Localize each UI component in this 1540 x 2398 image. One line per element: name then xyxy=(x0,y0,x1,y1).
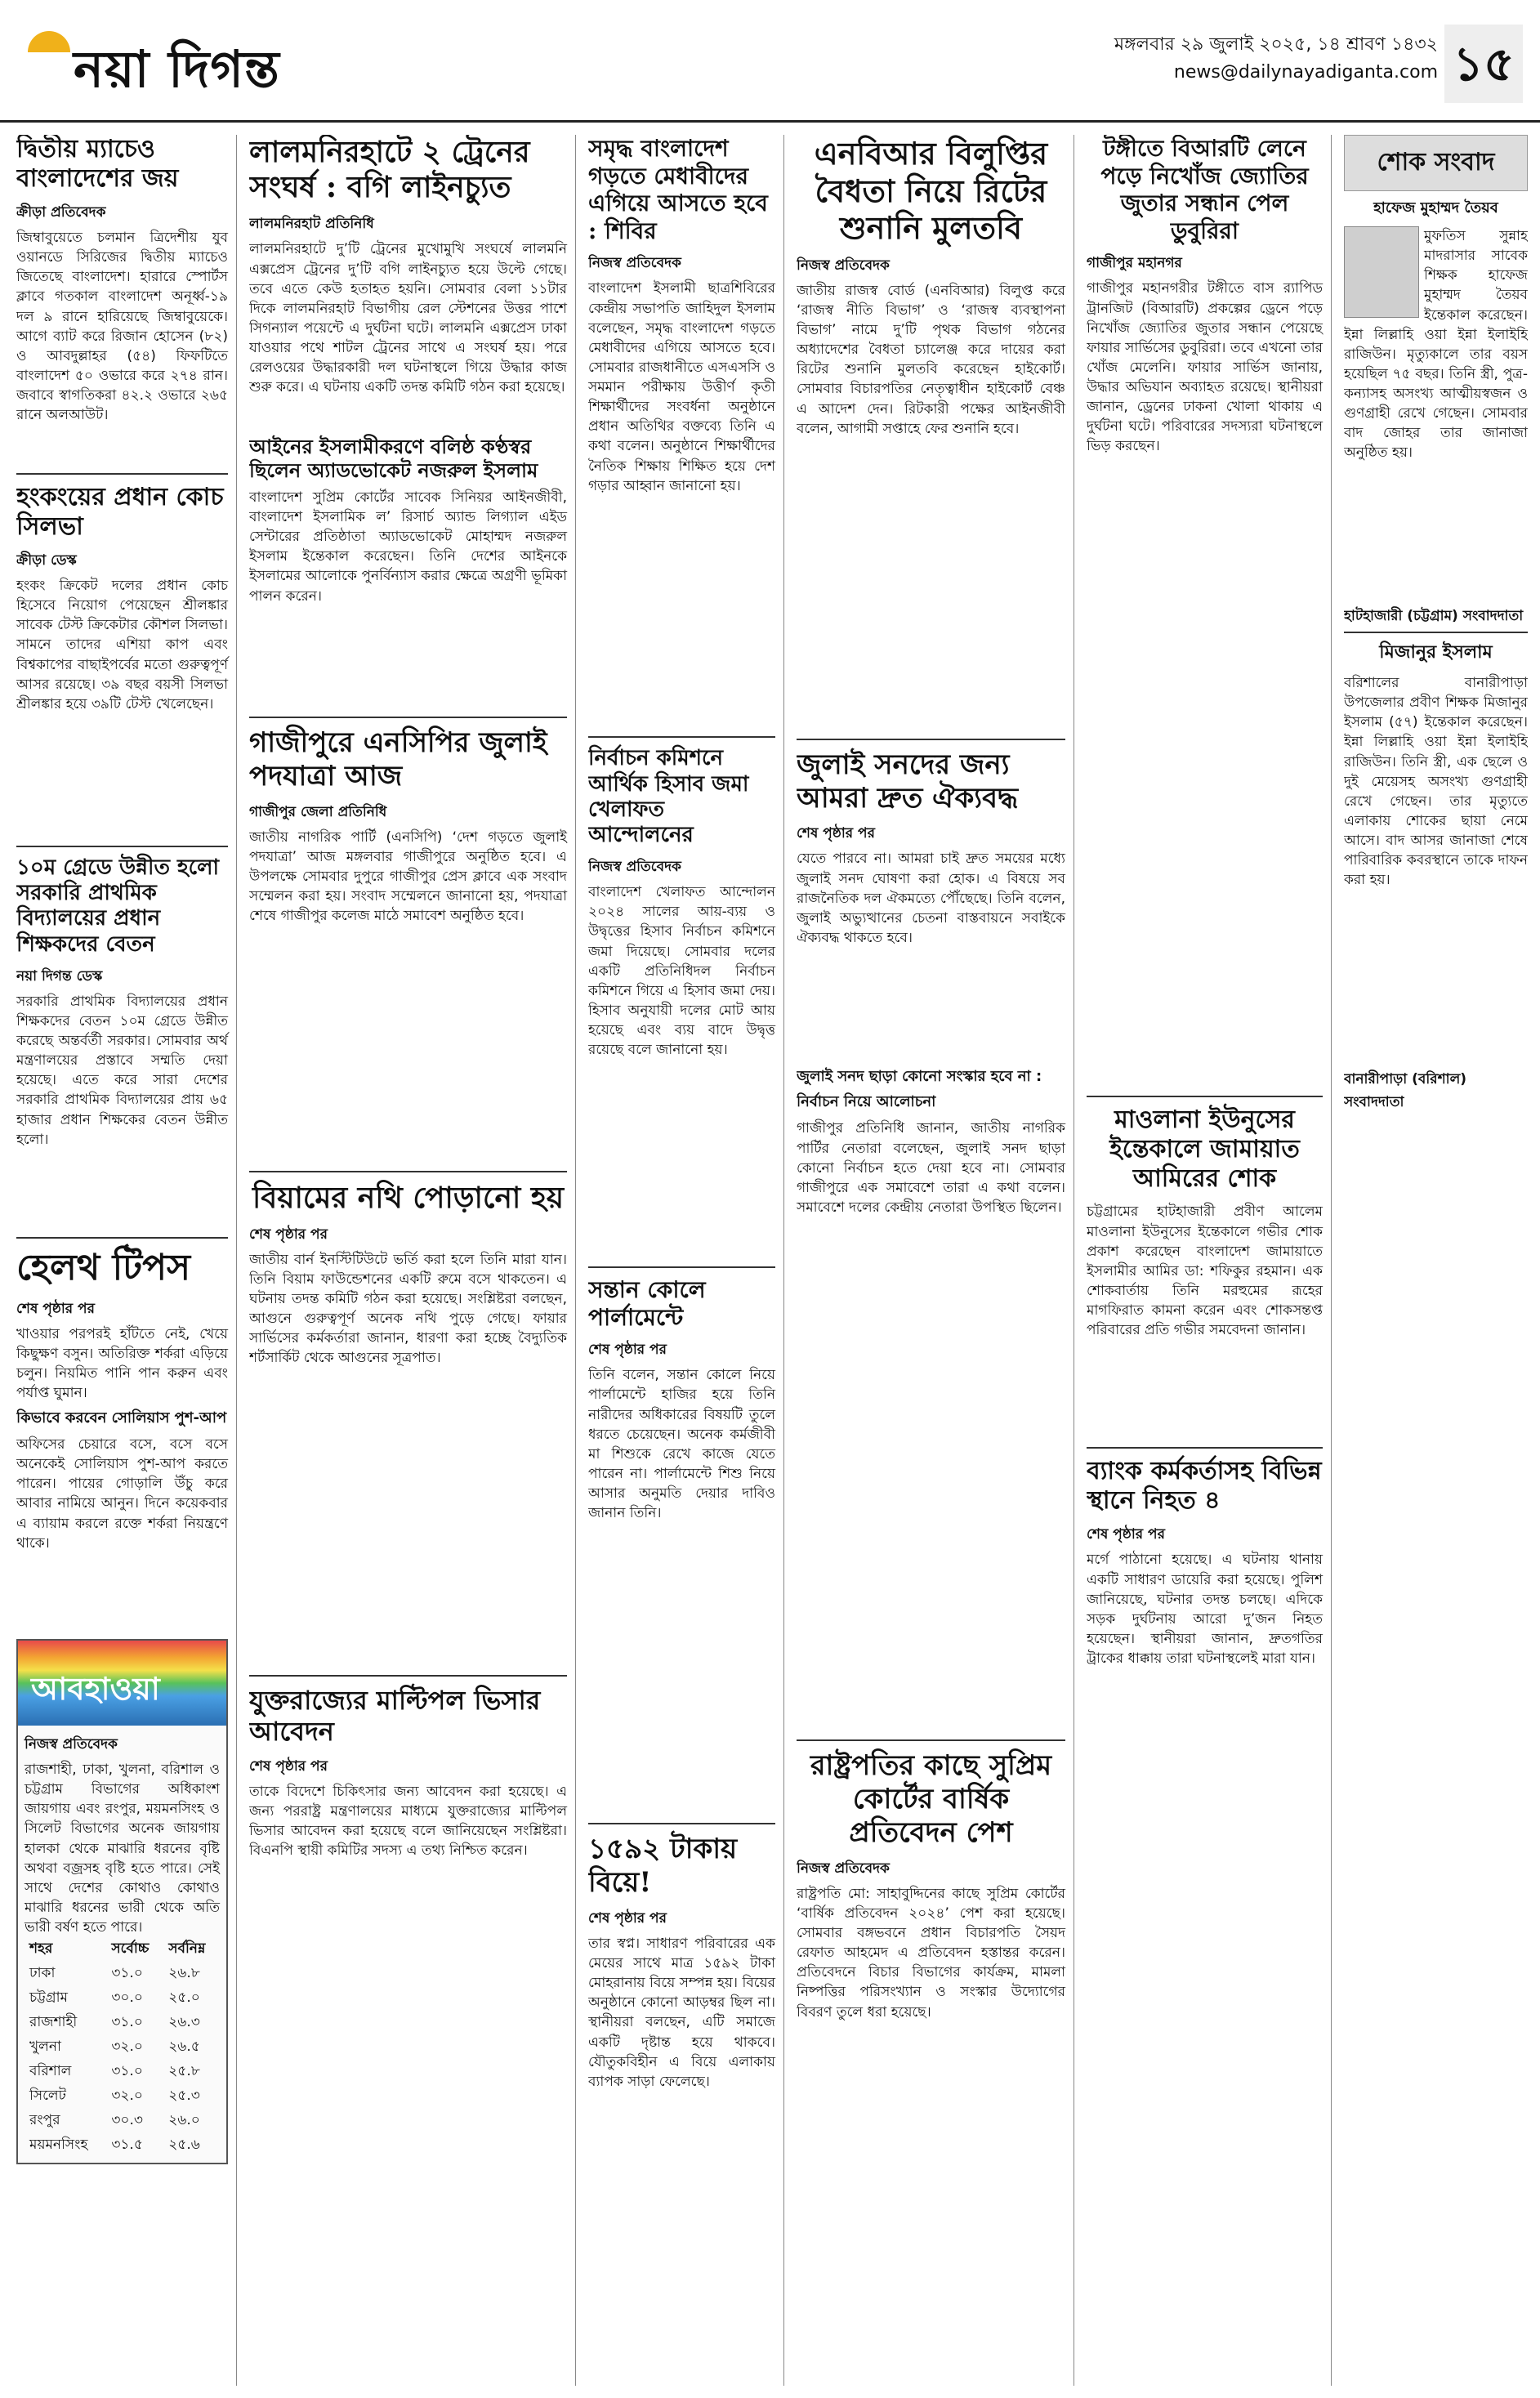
article-body: গাজীপুর মহানগরীর টঙ্গীতে বাস র‌্যাপিড ট্রানজিট (বিআরটি) প্রকল্পের ড্রেনে পড়ে নিখোঁজ জ্যোতির জুতার সন্ধান পেয়েছে ফায়ার সার্ভিসের ডুবুরিরা। তবে এখনো তার খোঁজ মেলেনি। ফায়ার সার্ভিস জানায়, উদ্ধার অভিযান অব্যাহত রয়েছে। স্থানীয়রা জানান, ড্রেনের ঢাকনা খোলা থাকায় এ দুর্ঘটনা ঘটে। পরিবারের সদস্যরা ঘটনাস্থলে ভিড় করছেন। xyxy=(1087,280,1323,455)
reporter-label: গাজীপুর জেলা প্রতিনিধি xyxy=(249,803,387,820)
reporter-label: নিজস্ব প্রতিবেদক xyxy=(797,1860,890,1877)
article-body: তাকে বিদেশে চিকিৎসার জন্য আবেদন করা হয়েছে। এ জন্য পররাষ্ট্র মন্ত্রণালয়ের মাধ্যমে যুক্তরাজ্যের মাল্টিপল ভিসার আবেদন করা হয়েছে বলে জানিয়েছেন সংশ্লিষ্টরা। বিএনপি স্থায়ী কমিটির সদস্য এ তথ্য নিশ্চিত করেন। xyxy=(249,1783,567,1859)
reporter-label: ক্রীড়া প্রতিবেদক xyxy=(16,204,106,221)
table-header: সর্বোচ্চ xyxy=(111,1940,150,1958)
reporter-label: নিজস্ব প্রতিবেদক xyxy=(588,255,681,272)
table-row: সিলেট ৩২.০ ২৫.৩ xyxy=(29,2088,200,2105)
reporter-label: গাজীপুর মহানগর xyxy=(1087,255,1182,272)
article-title: লালমনিরহাটে ২ ট্রেনের সংঘর্ষ : বগি লাইনচ্যুত xyxy=(249,135,530,205)
reporter-label: শেষ পৃষ্ঠার পর xyxy=(588,1342,667,1359)
weather-title: আবহাওয়া xyxy=(18,1641,226,1726)
reporter-label: নিজস্ব প্রতিবেদক xyxy=(588,859,681,876)
article-body: বাংলাদেশ ইসলামী ছাত্রশিবিরের কেন্দ্রীয় সভাপতি জাহিদুল ইসলাম বলেছেন, সমৃদ্ধ বাংলাদেশ গড়তে মেধাবীদের এগিয়ে আসতে হবে। সোমবার রাজধানীতে এসএসসি ও সমমান পরীক্ষায় উত্তীর্ণ কৃতী শিক্ষার্থীদের সংবর্ধনা অনুষ্ঠানে প্রধান অতিথির বক্তব্যে তিনি এ কথা বলেন। অনুষ্ঠানে শিক্ষার্থীদের নৈতিক শিক্ষায় শিক্ষিত হয়ে দেশ গড়ার আহ্বান জানানো হয়। xyxy=(588,280,775,494)
article-subhead: আইনের ইসলামীকরণে বলিষ্ঠ কণ্ঠস্বর ছিলেন অ্যাডভোকেট নজরুল ইসলাম xyxy=(249,435,538,483)
site-email: news@dailynayadiganta.com xyxy=(1173,62,1438,83)
reporter-label: শেষ পৃষ্ঠার পর xyxy=(249,1757,328,1775)
reporter-label: শেষ পৃষ্ঠার পর xyxy=(588,1909,667,1927)
obituary-photo xyxy=(1344,226,1419,318)
article-body: জাতীয় রাজস্ব বোর্ড (এনবিআর) বিলুপ্ত করে ‘রাজস্ব নীতি বিভাগ’ ও ‘রাজস্ব ব্যবস্থাপনা বিভাগ’ নামে দু’টি পৃথক বিভাগ গঠনের অধ্যাদেশের বৈধতা চ্যালেঞ্জ করে দায়ের করা রিটের শুনানি মুলতবি করেছেন হাইকোর্ট। সোমবার বিচারপতির নেতৃত্বাধীন হাইকোর্ট বেঞ্চ এ আদেশ দেন। রিটকারী পক্ষের আইনজীবী বলেন, আগামী সপ্তাহে ফের শুনানি হবে। xyxy=(797,282,1065,437)
article-title: হেলথ টিপস xyxy=(16,1246,191,1288)
reporter-label: ক্রীড়া ডেস্ক xyxy=(16,552,77,569)
article-body: রাষ্ট্রপতি মো: সাহাবুদ্দিনের কাছে সুপ্রিম কোর্টের ‘বার্ষিক প্রতিবেদন ২০২৪’ পেশ করা হয়েছে। সোমবার বঙ্গভবনে প্রধান বিচারপতি সৈয়দ রেফাত আহমেদ এ প্রতিবেদন হস্তান্তর করেন। প্রতিবেদনে বিচার বিভাগের কার্যক্রম, মামলা নিষ্পত্তির পরিসংখ্যান ও সংস্কার উদ্যোগের বিবরণ তুলে ধরা হয়েছে। xyxy=(797,1885,1065,2021)
article-body: লালমনিরহাটে দু’টি ট্রেনের মুখোমুখি সংঘর্ষে লালমনি এক্সপ্রেস ট্রেনের দু’টি বগি লাইনচ্যুত হয়ে উল্টে গেছে। তবে এতে কেউ হতাহত হয়নি। সোমবার বেলা ১১টার দিকে লালমনিরহাট বিভাগীয় রেল স্টেশনের উত্তর পাশে সিগন্যাল পয়েন্টে এ দুর্ঘটনা ঘটে। লালমনি এক্সপ্রেস ঢাকা যাওয়ার পথে শাটল ট্রেনের সাথে এ সংঘর্ষ হয়। পরে রেলওয়ের উদ্ধারকারী দল ঘটনাস্থলে গিয়ে উদ্ধার কাজ শুরু করে। এ ঘটনায় একটি তদন্ত কমিটি গঠন করা হয়েছে। xyxy=(249,241,567,396)
article-title: বিয়ামের নথি পোড়ানো হয় xyxy=(252,1180,565,1215)
article-body: গাজীপুর প্রতিনিধি জানান, জাতীয় নাগরিক পার্টির নেতারা বলেছেন, জুলাই সনদ ছাড়া কোনো নির্বাচন হতে দেয়া হবে না। সোমবার গাজীপুরে এক সমাবেশে তারা এ কথা বলেন। সমাবেশে দলের কেন্দ্রীয় নেতারা উপস্থিত ছিলেন। xyxy=(797,1120,1065,1216)
article-body: চট্টগ্রামের হাটহাজারী প্রবীণ আলেম মাওলানা ইউনুসের ইন্তেকালে গভীর শোক প্রকাশ করেছেন বাংলাদেশ জামায়াতে ইসলামীর আমির ডা: শফিকুর রহমান। এক শোকবার্তায় তিনি মরহুমের রূহের মাগফিরাত কামনা করেন এবং শোকসন্তপ্ত পরিবারের প্রতি গভীর সমবেদনা জানান। xyxy=(1087,1203,1323,1339)
sun-logo-icon xyxy=(28,31,70,52)
article-title: হংকংয়ের প্রধান কোচ সিলভা xyxy=(16,483,224,541)
column-3 xyxy=(588,135,784,2386)
weather-body: রাজশাহী, ঢাকা, খুলনা, বরিশাল ও চট্টগ্রাম বিভাগের অধিকাংশ জায়গায় এবং রংপুর, ময়মনসিংহ ও সিলেট বিভাগের অনেক জায়গায় হালকা থেকে মাঝারি ধরনের বৃষ্টি অথবা বজ্রসহ বৃষ্টি হতে পারে। সেই সাথে দেশের কোথাও কোথাও মাঝারি ধরনের ভারী থেকে অতি ভারী বর্ষণ হতে পারে। xyxy=(25,1762,220,1936)
column-4 xyxy=(797,135,1074,2386)
obituary-body: বরিশালের বানারীপাড়া উপজেলার প্রবীণ শিক্ষক মিজানুর ইসলাম (৫৭) ইন্তেকাল করেছেন। ইন্না লিল্লাহি ওয়া ইন্না ইলাইহি রাজিউন। তিনি স্ত্রী, এক ছেলে ও দুই মেয়েসহ অসংখ্য গুণগ্রাহী রেখে গেছেন। তার মৃত্যুতে এলাকায় শোকের ছায়া নেমে আসে। বাদ আসর জানাজা শেষে পারিবারিক কবরস্থানে তাকে দাফন করা হয়। xyxy=(1344,675,1528,889)
article-title: দ্বিতীয় ম্যাচেও বাংলাদেশের জয় xyxy=(16,135,179,193)
article-title: সন্তান কোলে পার্লামেন্টে xyxy=(588,1276,706,1331)
column-1 xyxy=(16,135,237,2386)
article-body: তিনি বলেন, সন্তান কোলে নিয়ে পার্লামেন্টে হাজির হয়ে তিনি নারীদের অধিকারের বিষয়টি তুলে ধরতে চেয়েছেন। অনেক কর্মজীবী মা শিশুকে রেখে কাজে যেতে পারেন না। পার্লামেন্টে শিশু নিয়ে আসার অনুমতি দেয়ার দাবিও জানান তিনি। xyxy=(588,1367,775,1522)
article-subhead: জুলাই সনদ ছাড়া কোনো সংস্কার হবে না : নির্বাচন নিয়ে আলোচনা xyxy=(797,1068,1042,1111)
article-body: বাংলাদেশ সুপ্রিম কোর্টের সাবেক সিনিয়র আইনজীবী, বাংলাদেশ ইসলামিক ল’ রিসার্চ অ্যান্ড লিগ্যাল এইড সেন্টারের প্রতিষ্ঠাতা অ্যাডভোকেট মোহাম্মদ নজরুল ইসলাম ইন্তেকাল করেছেন। তিনি দেশের আইনকে ইসলামের আলোকে পুনর্বিন্যাস করার ক্ষেত্রে অগ্রণী ভূমিকা পালন করেন। xyxy=(249,489,567,605)
column-2 xyxy=(249,135,576,2386)
article-title: সমৃদ্ধ বাংলাদেশ গড়তে মেধাবীদের এগিয়ে আসতে হবে : শিবির xyxy=(588,135,768,244)
article-subhead: কিভাবে করবেন সোলিয়াস পুশ-আপ xyxy=(16,1409,227,1427)
reporter-label: লালমনিরহাট প্রতিনিধি xyxy=(249,216,374,233)
obituary-name: মিজানুর ইসলাম xyxy=(1379,642,1493,663)
article-title: গাজীপুরে এনসিপির জুলাই পদযাত্রা আজ xyxy=(249,726,547,793)
article-title: ব্যাংক কর্মকর্তাসহ বিভিন্ন স্থানে নিহত ৪ xyxy=(1087,1457,1322,1516)
weather-table xyxy=(25,1937,220,2158)
article-title: যুক্তরাজ্যের মাল্টিপল ভিসার আবেদন xyxy=(249,1684,541,1748)
article-body: খাওয়ার পরপরই হাঁটতে নেই, খেয়ে কিছুক্ষণ বসুন। অতিরিক্ত শর্করা এড়িয়ে চলুন। নিয়মিত পানি পান করুন এবং পর্যাপ্ত ঘুমান। xyxy=(16,1325,228,1401)
article-title: নির্বাচন কমিশনে আর্থিক হিসাব জমা খেলাফত আন্দোলনের xyxy=(588,746,749,847)
masthead xyxy=(0,0,1540,123)
reporter-label: শেষ পৃষ্ঠার পর xyxy=(1087,1526,1165,1543)
reporter-label: শেষ পৃষ্ঠার পর xyxy=(797,825,875,842)
article-body: জাতীয় বার্ন ইনস্টিটিউটে ভর্তি করা হলে তিনি মারা যান। তিনি বিয়াম ফাউন্ডেশনের একটি রুমে বসে থাকতেন। এ ঘটনায় তদন্ত কমিটি গঠন করা হয়েছে। সংশ্লিষ্টরা বলছেন, আগুনে গুরুত্বপূর্ণ অনেক নথি পুড়ে গেছে। ফায়ার সার্ভিসের কর্মকর্তারা জানান, ধারণা করা হচ্ছে বৈদ্যুতিক শর্টসার্কিট থেকে আগুনের সূত্রপাত। xyxy=(249,1251,567,1367)
article-title: ১৫৯২ টাকায় বিয়ে! xyxy=(588,1833,738,1900)
table-row: খুলনা ৩২.০ ২৬.৫ xyxy=(29,2039,200,2056)
reporter-label: হাটহাজারী (চট্টগ্রাম) সংবাদদাতা xyxy=(1344,608,1524,624)
reporter-label: শেষ পৃষ্ঠার পর xyxy=(16,1300,95,1317)
article-title: এনবিআর বিলুপ্তির বৈধতা নিয়ে রিটের শুনানি মুলতবি xyxy=(814,135,1048,247)
article-title: মাওলানা ইউনুসের ইন্তেকালে জামায়াত আমিরের শোক xyxy=(1109,1105,1300,1194)
weather-box xyxy=(16,1639,228,2164)
column-5 xyxy=(1087,135,1332,2386)
article-title: ১০ম গ্রেডে উন্নীত হলো সরকারি প্রাথমিক বিদ্যালয়ের প্রধান শিক্ষকদের বেতন xyxy=(16,855,220,957)
article-body: বাংলাদেশ খেলাফত আন্দোলন ২০২৪ সালের আয়-ব্যয় ও উদ্বৃত্তের হিসাব নির্বাচন কমিশনে জমা দিয়েছে। সোমবার দলের একটি প্রতিনিধিদল নির্বাচন কমিশনে গিয়ে এ হিসাব জমা দেয়। হিসাব অনুযায়ী দলের মোট আয় হয়েছে এবং ব্যয় বাদে উদ্বৃত্ত রয়েছে বলে জানানো হয়। xyxy=(588,884,775,1059)
table-row: ঢাকা ৩১.০ ২৬.৮ xyxy=(29,1965,200,1982)
article-body: অফিসের চেয়ারে বসে, বসে বসে অনেকেই সোলিয়াস পুশ-আপ করতে পারেন। পায়ের গোড়ালি উঁচু করে আবার নামিয়ে আনুন। দিনে কয়েকবার এ ব্যায়াম করলে রক্তে শর্করা নিয়ন্ত্রণে থাকে। xyxy=(16,1436,228,1552)
article-body: হংকং ক্রিকেট দলের প্রধান কোচ হিসেবে নিয়োগ পেয়েছেন শ্রীলঙ্কার সাবেক টেস্ট ক্রিকেটার কৌশল সিলভা। সামনে তাদের এশিয়া কাপ এবং বিশ্বকাপের বাছাইপর্বের মতো গুরুত্বপূর্ণ আসর রয়েছে। ৩৯ বছর বয়সী সিলভা শ্রীলঙ্কার হয়ে ৩৯টি টেস্ট খেলেছেন। xyxy=(16,578,228,712)
article-body: তার স্বপ্ন। সাধারণ পরিবারের এক মেয়ের সাথে মাত্র ১৫৯২ টাকা মোহরানায় বিয়ে সম্পন্ন হয়। বিয়ের অনুষ্ঠানে কোনো আড়ম্বর ছিল না। স্থানীয়রা বলছেন, এটি সমাজে একটি দৃষ্টান্ত হয়ে থাকবে। যৌতুকবিহীন এ বিয়ে এলাকায় ব্যাপক সাড়া ফেলেছে। xyxy=(588,1935,775,2090)
table-row: ময়মনসিংহ ৩১.৫ ২৫.৬ xyxy=(29,2137,200,2154)
obituary-name: হাফেজ মুহাম্মদ তৈয়ব xyxy=(1373,199,1498,217)
reporter-label: নয়া দিগন্ত ডেস্ক xyxy=(16,967,103,985)
section-title: শোক সংবাদ xyxy=(1344,135,1528,191)
reporter-label: বানারীপাড়া (বরিশাল) সংবাদদাতা xyxy=(1344,1071,1467,1110)
issue-date: মঙ্গলবার ২৯ জুলাই ২০২৫, ১৪ শ্রাবণ ১৪৩২ xyxy=(1114,34,1438,55)
column-6-obituaries xyxy=(1344,135,1528,1197)
article-title: রাষ্ট্রপতির কাছে সুপ্রিম কোর্টের বার্ষিক প্রতিবেদন পেশ xyxy=(810,1749,1052,1849)
reporter-label: নিজস্ব প্রতিবেদক xyxy=(797,257,890,274)
article-body: জিম্বাবুয়েতে চলমান ত্রিদেশীয় যুব ওয়ানডে সিরিজের দ্বিতীয় ম্যাচেও জিতেছে বাংলাদেশ। হারারে স্পোর্টস ক্লাবে গতকাল বাংলাদেশ অনূর্ধ্ব-১৯ দল ৯ রানে হারিয়েছে জিম্বাবুয়েকে। আগে ব্যাট করে রিজান হোসেন (৮২) ও আবদুল্লাহর (৫৪) ফিফটিতে বাংলাদেশ ৫০ ওভারে করে ২৭৪ রান। জবাবে স্বাগতিকরা ৪২.২ ওভারে ২৬৫ রানে অলআউট। xyxy=(16,230,228,424)
article-body: যেতে পারবে না। আমরা চাই দ্রুত সময়ের মধ্যে জুলাই সনদ ঘোষণা করা হোক। এ বিষয়ে সব রাজনৈতিক দল ঐকমত্যে পৌঁছেছে। তিনি বলেন, জুলাই অভ্যুত্থানের চেতনা বাস্তবায়নে সবাইকে ঐক্যবদ্ধ থাকতে হবে। xyxy=(797,851,1065,946)
table-row: রাজশাহী ৩১.০ ২৬.৩ xyxy=(29,2014,200,2031)
reporter-label: শেষ পৃষ্ঠার পর xyxy=(249,1226,328,1243)
table-row: চট্টগ্রাম ৩০.০ ২৫.০ xyxy=(29,1989,200,2007)
dateline xyxy=(1095,31,1438,88)
table-row: রংপুর ৩০.৩ ২৬.০ xyxy=(29,2112,200,2129)
article-body: সরকারি প্রাথমিক বিদ্যালয়ের প্রধান শিক্ষকদের বেতন ১০ম গ্রেডে উন্নীত করেছে অন্তর্বর্তী সরকার। সোমবার অর্থ মন্ত্রণালয়ের প্রস্তাবে সম্মতি দেয়া হয়েছে। এতে করে সারা দেশের সরকারি প্রাথমিক বিদ্যালয়ের প্রায় ৬৫ হাজার প্রধান শিক্ষকের বেতন উন্নীত হলো। xyxy=(16,993,228,1148)
article-body: জাতীয় নাগরিক পার্টি (এনসিপি) ‘দেশ গড়তে জুলাই পদযাত্রা’ আজ মঙ্গলবার গাজীপুরে অনুষ্ঠিত হবে। এ উপলক্ষে সোমবার দুপুরে গাজীপুর প্রেস ক্লাবে এক সংবাদ সম্মেলন করা হয়। সংবাদ সম্মেলনে জানানো হয়, পদযাত্রা শেষে গাজীপুর কলেজ মাঠে সমাবেশ অনুষ্ঠিত হবে। xyxy=(249,828,567,925)
table-header: শহর xyxy=(29,1940,53,1958)
newspaper-logo: নয়া দিগন্ত xyxy=(25,31,319,96)
article-title: জুলাই সনদের জন্য আমরা দ্রুত ঐক্যবদ্ধ xyxy=(797,748,1019,815)
article-body: মর্গে পাঠানো হয়েছে। এ ঘটনায় থানায় একটি সাধারণ ডায়েরি করা হয়েছে। পুলিশ জানিয়েছে, ঘটনার তদন্ত চলছে। এদিকে সড়ক দুর্ঘটনায় আরো দু’জন নিহত হয়েছেন। স্থানীয়রা জানান, দ্রুতগতির ট্রাকের ধাক্কায় তারা ঘটনাস্থলেই মারা যান। xyxy=(1087,1552,1323,1667)
article-title: টঙ্গীতে বিআরটি লেনে পড়ে নিখোঁজ জ্যোতির জুতার সন্ধান পেল ডুবুরিরা xyxy=(1100,135,1309,244)
table-row: বরিশাল ৩১.০ ২৫.৮ xyxy=(29,2063,200,2080)
obituary-body: মুফতিস সুন্নাহ মাদরাসার সাবেক শিক্ষক হাফেজ মুহাম্মদ তৈয়ব ইন্তেকাল করেছেন। ইন্না লিল্লাহি ওয়া ইন্না ইলাইহি রাজিউন। মৃত্যুকালে তার বয়স হয়েছিল ৭৫ বছর। তিনি স্ত্রী, পুত্র-কন্যাসহ অসংখ্য আত্মীয়স্বজন ও গুণগ্রাহী রেখে গেছেন। সোমবার বাদ জোহর তার জানাজা অনুষ্ঠিত হয়। xyxy=(1344,228,1528,462)
page-number: ১৫ xyxy=(1444,25,1523,103)
table-header: সর্বনিম্ন xyxy=(168,1940,206,1958)
reporter-label: নিজস্ব প্রতিবেদক xyxy=(25,1736,118,1753)
